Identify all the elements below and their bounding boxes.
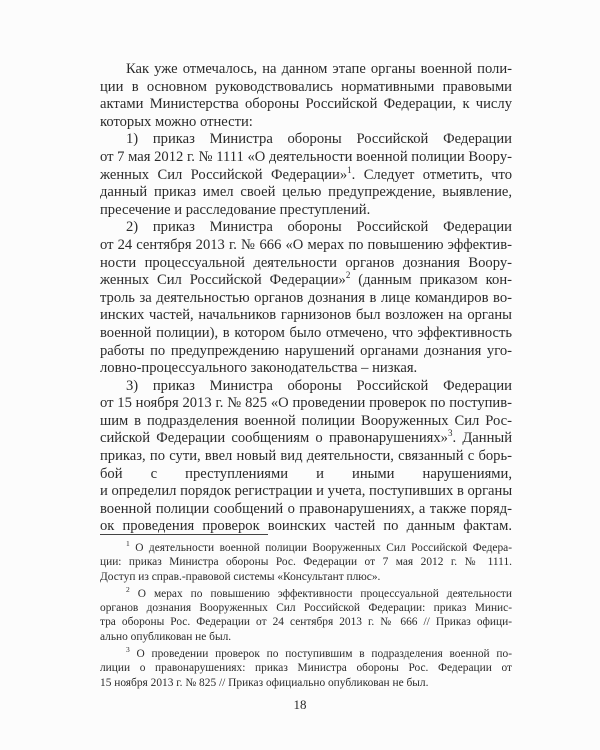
footnote-line: Доступ из справ.-правовой системы «Консультант плюс». xyxy=(100,570,381,583)
text-line: шим в подразделения военной полиции Вооруженных Сил Рос- xyxy=(100,412,512,429)
footnote-line: органов дознания Вооруженных Сил Российской Федерации: приказ Минис- xyxy=(100,602,512,615)
footnote-mark: 2 xyxy=(126,585,130,595)
text-line: от 7 мая 2012 г. № 1111 «О деятельности военной полиции Воору- xyxy=(100,148,512,165)
text-line: приказ, по сути, ввел новый вид деятельности, связанный с борь- xyxy=(100,448,512,465)
page-number: 18 xyxy=(293,697,307,712)
text-line: бой с преступлениями и иными нарушениями, xyxy=(100,465,512,482)
text-line: 2) приказ Министра обороны Российской Федерации xyxy=(126,219,512,236)
text-fragment: (данным приказом кон- xyxy=(350,272,512,289)
text-line: данный приказ имел своей целью предупреждение, выявление, xyxy=(100,184,512,201)
text-line: ок проведения проверок воинских частей по данным фактам. xyxy=(100,518,512,535)
footnote-line: 15 ноября 2013 г. № 825 // Приказ официально опубликован не был. xyxy=(100,676,429,689)
footnote-3 xyxy=(100,647,512,690)
footnote-line xyxy=(100,647,512,661)
text-line: ции в основном руководствовались нормативными правовыми xyxy=(100,78,512,95)
footnote-line xyxy=(100,541,512,555)
text-fragment: женных Сил Российской Федерации» xyxy=(100,166,348,183)
footnote-line: ально опубликован не был. xyxy=(100,630,232,643)
text-line: от 15 ноября 2013 г. № 825 «О проведении проверок по поступив- xyxy=(100,395,512,412)
main-text xyxy=(100,61,512,536)
text-line: ловно-процессуального законодательства – низкая. xyxy=(100,360,418,377)
text-line: от 24 сентября 2013 г. № 666 «О мерах по повышению эффектив- xyxy=(100,236,512,253)
text-fragment: О мерах по повышению эффективности процессуальной деятельности xyxy=(129,587,512,600)
footnote-separator xyxy=(100,534,268,535)
text-fragment: . Данный xyxy=(452,430,512,447)
text-line: ности процессуальной деятельности органов дознания Воору- xyxy=(100,254,512,271)
text-line: которых можно отнести: xyxy=(100,113,253,130)
text-line: Как уже отмечалось, на данном этапе органы военной поли- xyxy=(126,61,512,77)
text-line xyxy=(100,272,512,290)
footnote-mark: 3 xyxy=(126,645,130,655)
footnote-line: тра обороны Рос. Федерации от 24 сентября 2013 г. № 666 // Приказ офици- xyxy=(100,616,512,629)
text-line: работы по предупреждению нарушений органами дознания уго- xyxy=(100,342,512,359)
footnote-line: ции: приказ Министра обороны Рос. Федерации от 7 мая 2012 г. № 1111. xyxy=(100,556,512,569)
text-fragment: сийской Федерации сообщениям о правонарушениях» xyxy=(100,430,448,447)
text-line xyxy=(100,430,512,448)
text-line: 3) приказ Министра обороны Российской Федерации xyxy=(126,377,512,394)
footnote-2 xyxy=(100,587,512,644)
footnote-mark: 1 xyxy=(126,539,130,549)
text-line: пресечение и расследование преступлений. xyxy=(100,201,371,218)
footnotes xyxy=(100,541,512,693)
text-line: военной полиции), в котором было отмечено, что эффективность xyxy=(100,324,512,341)
footnote-line xyxy=(100,587,512,601)
footnote-line: лиции о правонарушениях: приказ Министра обороны Рос. Федерации от xyxy=(100,662,512,675)
text-fragment: женных Сил Российской Федерации» xyxy=(100,272,346,289)
footnote-ref: 2 xyxy=(345,270,351,281)
text-line: военной полиции сообщений о правонарушениях, а также поряд- xyxy=(100,500,512,517)
text-line: 1) приказ Министра обороны Российской Федерации xyxy=(126,131,512,148)
text-line xyxy=(100,164,512,185)
text-line: актами Министерства обороны Российской Федерации, к числу xyxy=(100,96,512,113)
footnote-ref: 1 xyxy=(347,164,352,175)
footnote-ref: 3 xyxy=(447,428,453,439)
text-fragment: . Следует отметить, что xyxy=(351,166,512,183)
text-line: инских частей, начальников гарнизонов был возложен на органы xyxy=(100,307,512,324)
text-fragment: О деятельности военной полиции Вооруженных Сил Российской Федера- xyxy=(129,542,512,554)
footnote-1 xyxy=(100,541,512,584)
text-line: и определил порядок регистрации и учета, поступивших в органы xyxy=(100,483,513,500)
text-fragment: О проведении проверок по поступившим в подразделения военной по- xyxy=(129,648,512,661)
text-line: троль за деятельностью органов дознания в лице командиров во- xyxy=(100,289,512,306)
